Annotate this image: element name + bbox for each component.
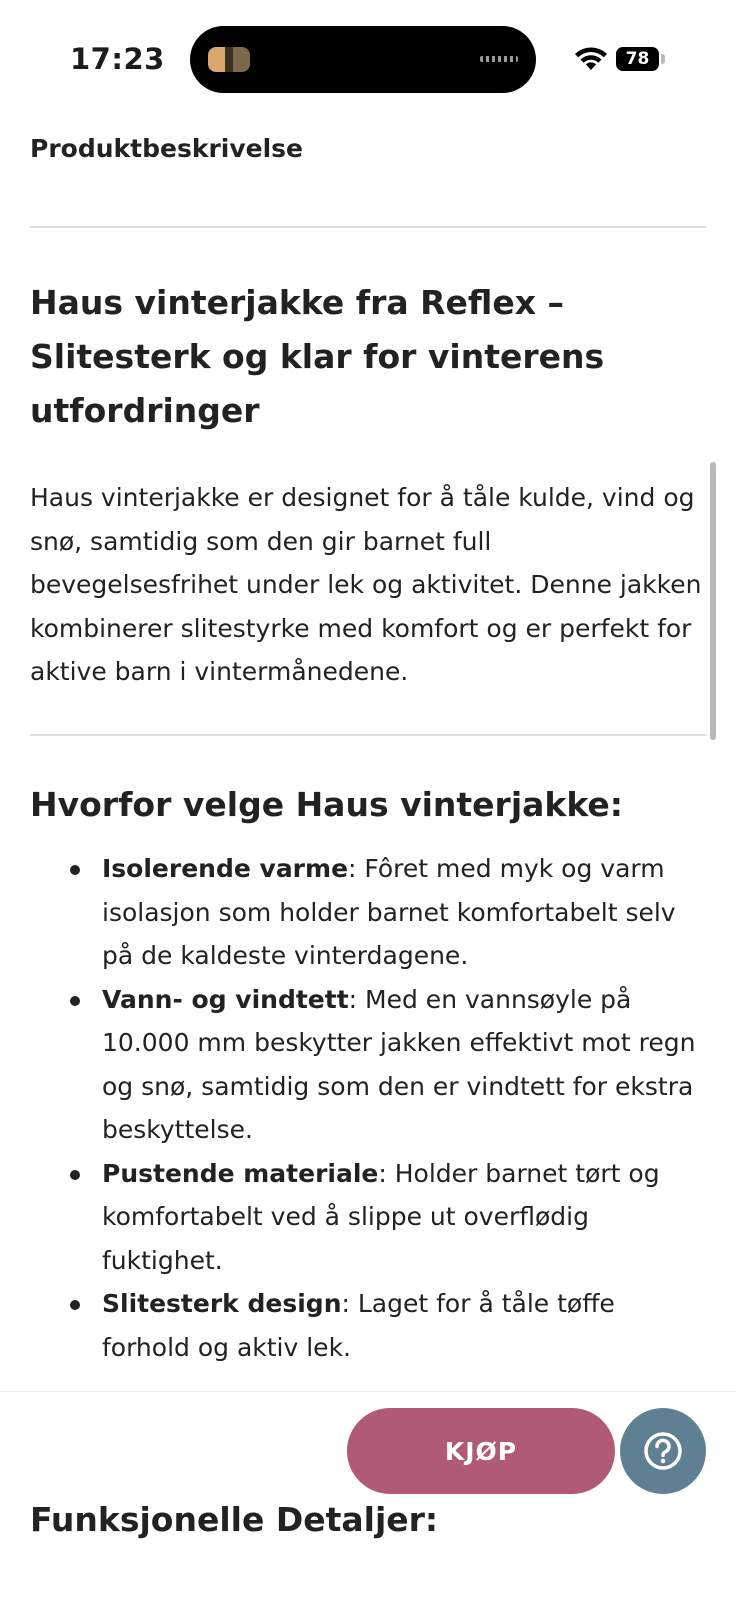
feature-text: : Med en vannsøyle på 10.000 mm beskytter jakken effektivt mot regn og snø, samtidig som den er vindtett for ekstra beskyttelse.	[102, 984, 696, 1144]
buy-button[interactable]: KJØP	[347, 1408, 615, 1494]
status-time: 17:23	[70, 42, 165, 76]
scrollbar[interactable]	[710, 462, 716, 740]
divider	[30, 734, 706, 736]
help-question-icon	[641, 1429, 685, 1473]
feature-list	[30, 847, 706, 1369]
intro-text: Haus vinterjakke er designet for å tåle kulde, vind og snø, samtidig som den gir barnet full bevegelsesfrihet under lek og aktivitet. Denne jakken kombinerer slitestyrke med komfort og er perfekt for aktive barn i vintermånedene.	[30, 483, 702, 686]
wifi-icon	[574, 44, 608, 72]
audio-waveform-icon	[480, 56, 518, 62]
feature-text: : Holder barnet tørt og komfortabelt ved å slippe ut overflødig fuktighet.	[102, 1158, 660, 1275]
now-playing-thumbnail	[208, 47, 250, 72]
battery-cap	[661, 54, 665, 64]
functional-details-heading: Funksjonelle Detaljer:	[30, 1500, 439, 1539]
battery-icon: 78	[616, 47, 659, 71]
divider	[30, 226, 706, 228]
status-bar	[0, 0, 736, 118]
feature-term: Isolerende varme	[102, 854, 349, 883]
dynamic-island	[190, 26, 536, 93]
feature-text: : Fôret med myk og varm isolasjon som holder barnet komfortabelt selv på de kaldeste vinterdagene.	[102, 854, 676, 970]
help-button[interactable]	[620, 1408, 706, 1494]
feature-term: Slitesterk design	[102, 1289, 342, 1318]
product-heading: Haus vinterjakke fra Reflex – Slitesterk og klar for vinterens utfordringer	[30, 283, 605, 430]
list-item	[102, 1282, 706, 1369]
section-title[interactable]: Produktbeskrivelse	[30, 134, 304, 163]
list-item	[102, 1152, 706, 1283]
why-heading: Hvorfor velge Haus vinterjakke:	[30, 785, 623, 824]
list-item	[102, 847, 706, 978]
sticky-purchase-bar	[0, 1391, 736, 1601]
feature-term: Vann- og vindtett	[102, 984, 349, 1014]
feature-text: : Laget for å tåle tøffe forhold og aktiv lek.	[102, 1289, 615, 1362]
list-item	[102, 978, 706, 1152]
feature-term: Pustende materiale	[102, 1158, 379, 1188]
